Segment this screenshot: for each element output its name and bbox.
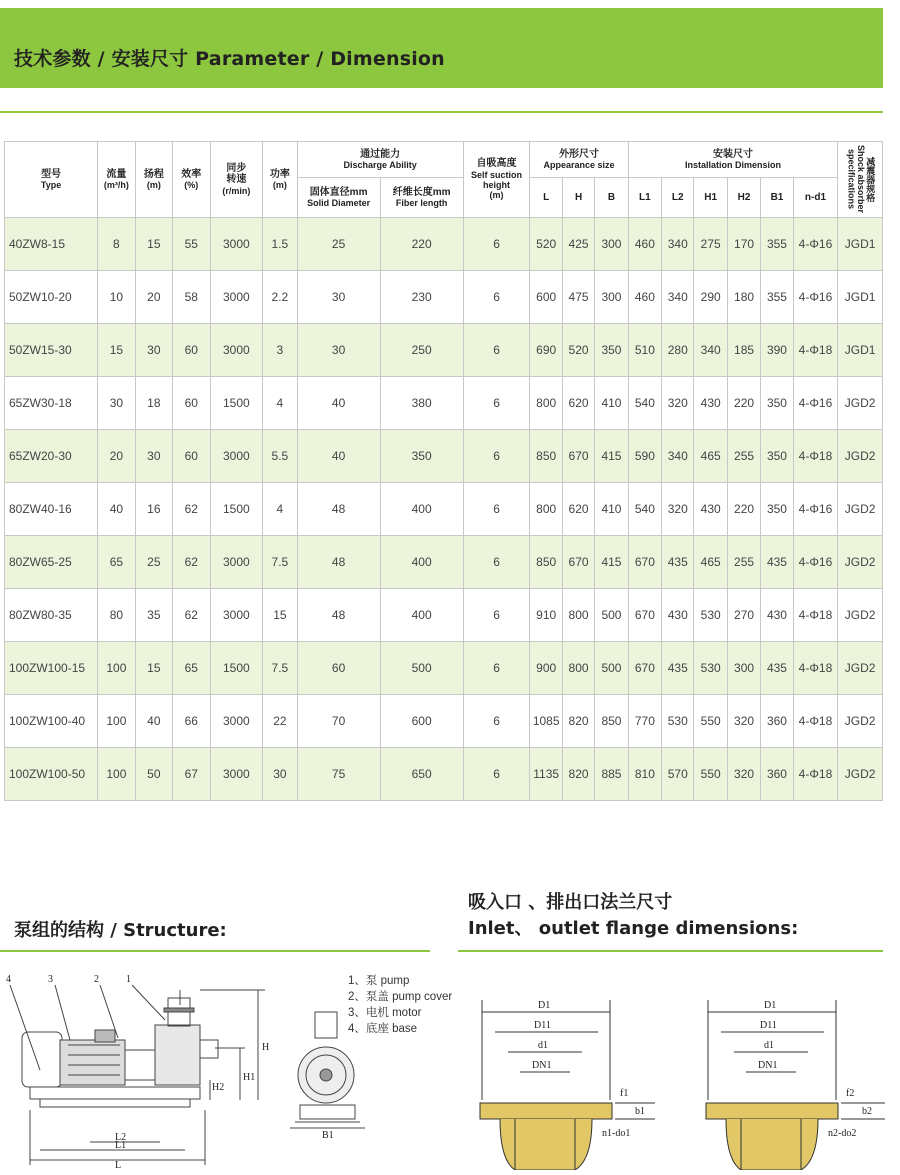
table-cell: 65ZW20-30 [5, 430, 98, 483]
table-cell: 3000 [210, 430, 263, 483]
callout-2: 2 [94, 974, 99, 985]
table-cell: 3000 [210, 695, 263, 748]
table-cell: 350 [761, 483, 793, 536]
table-cell: 62 [173, 536, 210, 589]
table-cell: 670 [628, 536, 661, 589]
table-cell: 1500 [210, 642, 263, 695]
table-cell: JGD1 [838, 271, 883, 324]
table-cell: 1500 [210, 377, 263, 430]
table-cell: 5.5 [263, 430, 297, 483]
table-cell: JGD2 [838, 430, 883, 483]
dim-H: H [262, 1042, 270, 1053]
table-cell: 62 [173, 589, 210, 642]
flange-title-cn: 吸入口 、排出口法兰尺寸 [468, 892, 673, 913]
table-cell: 320 [662, 483, 694, 536]
table-cell: 30 [135, 430, 172, 483]
dim-H1: H1 [243, 1072, 256, 1083]
table-cell: 6 [463, 589, 530, 642]
table-cell: 820 [562, 748, 594, 801]
parameter-table [4, 141, 883, 801]
table-cell: 30 [297, 324, 380, 377]
table-cell: JGD2 [838, 642, 883, 695]
table-cell: 4-Φ16 [793, 536, 838, 589]
table-cell: 620 [562, 483, 594, 536]
table-cell: 670 [562, 430, 594, 483]
table-cell: 6 [463, 642, 530, 695]
table-cell: 650 [380, 748, 463, 801]
table-cell: 850 [595, 695, 628, 748]
table-cell: 390 [761, 324, 793, 377]
table-cell: 185 [727, 324, 760, 377]
table-cell: 6 [463, 483, 530, 536]
table-cell: 465 [694, 430, 727, 483]
table-cell: 50ZW10-20 [5, 271, 98, 324]
table-cell: 2.2 [263, 271, 297, 324]
structure-title: 泵组的结构 / Structure: [14, 920, 227, 941]
table-cell: JGD2 [838, 589, 883, 642]
table-cell: 65 [173, 642, 210, 695]
header-type: 型号 Type [5, 142, 98, 218]
table-cell: 18 [135, 377, 172, 430]
table-cell: 810 [628, 748, 661, 801]
table-cell: 60 [297, 642, 380, 695]
table-cell: 7.5 [263, 642, 297, 695]
header-H: H [562, 178, 594, 218]
table-cell: 4-Φ18 [793, 324, 838, 377]
table-cell: 600 [380, 695, 463, 748]
table-cell: 220 [727, 483, 760, 536]
table-cell: 170 [727, 218, 760, 271]
table-cell: 10 [98, 271, 135, 324]
dim-L1: L1 [115, 1140, 127, 1151]
table-cell: 25 [135, 536, 172, 589]
table-cell: 75 [297, 748, 380, 801]
table-cell: 48 [297, 589, 380, 642]
flange-right-DN1: DN1 [758, 1060, 778, 1071]
table-cell: 50 [135, 748, 172, 801]
table-cell: 500 [595, 589, 628, 642]
table-cell: 350 [595, 324, 628, 377]
table-cell: 340 [662, 271, 694, 324]
header-speed: 同步 转速 (r/min) [210, 142, 263, 218]
header-head: 扬程 (m) [135, 142, 172, 218]
table-cell: 570 [662, 748, 694, 801]
flange-left-f1: f1 [620, 1088, 629, 1099]
table-row [5, 218, 883, 271]
table-cell: JGD2 [838, 695, 883, 748]
table-cell: 6 [463, 695, 530, 748]
table-cell: 300 [595, 218, 628, 271]
table-cell: 60 [173, 430, 210, 483]
table-cell: 20 [135, 271, 172, 324]
table-cell: 4-Φ18 [793, 748, 838, 801]
header-flow: 流量 (m³/h) [98, 142, 135, 218]
table-row [5, 642, 883, 695]
table-cell: 900 [530, 642, 562, 695]
table-cell: 180 [727, 271, 760, 324]
table-cell: 770 [628, 695, 661, 748]
header-self-suction: 自吸高度 Self suction height (m) [463, 142, 530, 218]
table-cell: 65ZW30-18 [5, 377, 98, 430]
table-cell: 4-Φ18 [793, 695, 838, 748]
table-cell: 820 [562, 695, 594, 748]
table-cell: 320 [727, 748, 760, 801]
table-cell: JGD2 [838, 536, 883, 589]
table-cell: 80ZW80-35 [5, 589, 98, 642]
flange-right-f2: f2 [846, 1088, 855, 1099]
header-power: 功率 (m) [263, 142, 297, 218]
table-cell: 255 [727, 536, 760, 589]
table-cell: 430 [662, 589, 694, 642]
table-cell: 62 [173, 483, 210, 536]
flange-right-D11: D11 [760, 1020, 777, 1031]
table-cell: 270 [727, 589, 760, 642]
table-cell: 800 [562, 589, 594, 642]
table-cell: JGD2 [838, 748, 883, 801]
callout-4: 4 [6, 974, 11, 985]
table-cell: 22 [263, 695, 297, 748]
table-cell: 350 [380, 430, 463, 483]
table-cell: 15 [98, 324, 135, 377]
flange-left-D11: D11 [534, 1020, 551, 1031]
table-cell: 280 [662, 324, 694, 377]
flange-right-n2-do2: n2-do2 [828, 1128, 857, 1139]
table-cell: 425 [562, 218, 594, 271]
table-cell: JGD1 [838, 218, 883, 271]
header-fiber-length: 纤维长度mm Fiber length [380, 178, 463, 218]
table-cell: 6 [463, 430, 530, 483]
table-cell: 70 [297, 695, 380, 748]
table-cell: 1500 [210, 483, 263, 536]
header-shock-absorber: 减震器规格 Shock absorber specifications [838, 142, 883, 218]
table-cell: 48 [297, 483, 380, 536]
table-cell: 40ZW8-15 [5, 218, 98, 271]
flange-right-d1: d1 [764, 1040, 774, 1051]
table-row [5, 324, 883, 377]
table-cell: 340 [694, 324, 727, 377]
table-cell: 670 [562, 536, 594, 589]
table-cell: 4-Φ16 [793, 271, 838, 324]
table-cell: 600 [530, 271, 562, 324]
table-cell: 3000 [210, 218, 263, 271]
table-cell: 4-Φ18 [793, 642, 838, 695]
table-cell: 25 [297, 218, 380, 271]
flange-left-D1: D1 [538, 1000, 551, 1011]
table-cell: 30 [135, 324, 172, 377]
table-cell: 6 [463, 218, 530, 271]
table-cell: 540 [628, 483, 661, 536]
header-L1: L1 [628, 178, 661, 218]
table-cell: 80ZW65-25 [5, 536, 98, 589]
table-cell: 530 [694, 589, 727, 642]
header-B: B [595, 178, 628, 218]
table-cell: 100ZW100-40 [5, 695, 98, 748]
table-cell: 30 [98, 377, 135, 430]
table-cell: 590 [628, 430, 661, 483]
table-cell: 60 [173, 324, 210, 377]
table-cell: 4 [263, 377, 297, 430]
table-cell: 550 [694, 695, 727, 748]
table-cell: 500 [380, 642, 463, 695]
table-cell: 66 [173, 695, 210, 748]
flange-left-d1: d1 [538, 1040, 548, 1051]
flange-left-n1-do1: n1-do1 [602, 1128, 631, 1139]
pump-end-view-drawing [285, 1010, 370, 1145]
table-cell: 510 [628, 324, 661, 377]
table-cell: JGD2 [838, 483, 883, 536]
table-cell: 850 [530, 430, 562, 483]
table-cell: 400 [380, 536, 463, 589]
table-cell: 800 [562, 642, 594, 695]
table-row [5, 377, 883, 430]
table-row [5, 589, 883, 642]
table-cell: 670 [628, 642, 661, 695]
callout-1: 1 [126, 974, 131, 985]
table-cell: 350 [761, 430, 793, 483]
table-cell: 400 [380, 483, 463, 536]
flange-right-drawing [690, 990, 895, 1170]
table-cell: 400 [380, 589, 463, 642]
table-row [5, 271, 883, 324]
table-cell: 340 [662, 430, 694, 483]
legend-item: 3、电机 motor [348, 1007, 422, 1019]
table-cell: 435 [662, 642, 694, 695]
flange-right-D1: D1 [764, 1000, 777, 1011]
table-cell: 35 [135, 589, 172, 642]
table-cell: 6 [463, 536, 530, 589]
table-cell: 6 [463, 324, 530, 377]
flange-right-b2: b2 [862, 1106, 872, 1117]
table-cell: 300 [595, 271, 628, 324]
table-cell: 800 [530, 483, 562, 536]
table-row [5, 483, 883, 536]
header-banner [0, 8, 883, 88]
table-cell: 1.5 [263, 218, 297, 271]
table-cell: 1135 [530, 748, 562, 801]
table-cell: 885 [595, 748, 628, 801]
table-cell: 15 [135, 218, 172, 271]
table-cell: 410 [595, 483, 628, 536]
table-cell: 3000 [210, 324, 263, 377]
table-cell: 58 [173, 271, 210, 324]
table-cell: 500 [595, 642, 628, 695]
table-cell: 4-Φ16 [793, 377, 838, 430]
table-cell: 355 [761, 218, 793, 271]
table-cell: 430 [694, 483, 727, 536]
table-cell: 40 [98, 483, 135, 536]
table-cell: 540 [628, 377, 661, 430]
table-cell: 360 [761, 695, 793, 748]
table-cell: 320 [662, 377, 694, 430]
table-row [5, 748, 883, 801]
table-cell: 275 [694, 218, 727, 271]
table-cell: 80ZW40-16 [5, 483, 98, 536]
table-cell: 100ZW100-15 [5, 642, 98, 695]
table-cell: 7.5 [263, 536, 297, 589]
table-cell: 475 [562, 271, 594, 324]
table-cell: 3 [263, 324, 297, 377]
table-cell: 255 [727, 430, 760, 483]
table-cell: 220 [727, 377, 760, 430]
table-cell: 4 [263, 483, 297, 536]
table-row [5, 695, 883, 748]
table-cell: 290 [694, 271, 727, 324]
dim-B1: B1 [322, 1130, 334, 1141]
header-H2: H2 [727, 178, 760, 218]
dim-L: L [115, 1160, 122, 1171]
table-cell: 20 [98, 430, 135, 483]
table-cell: 100 [98, 642, 135, 695]
table-cell: 50ZW15-30 [5, 324, 98, 377]
table-cell: 4-Φ16 [793, 483, 838, 536]
table-cell: 40 [297, 430, 380, 483]
table-cell: 435 [761, 642, 793, 695]
table-cell: 220 [380, 218, 463, 271]
table-cell: 435 [761, 536, 793, 589]
table-cell: 465 [694, 536, 727, 589]
table-cell: 910 [530, 589, 562, 642]
table-cell: 520 [530, 218, 562, 271]
table-cell: 8 [98, 218, 135, 271]
table-cell: 300 [727, 642, 760, 695]
table-row [5, 536, 883, 589]
table-cell: 670 [628, 589, 661, 642]
table-cell: 850 [530, 536, 562, 589]
table-cell: 415 [595, 430, 628, 483]
table-cell: 460 [628, 271, 661, 324]
table-cell: 100 [98, 695, 135, 748]
legend-item: 2、泵盖 pump cover [348, 991, 453, 1003]
table-cell: 320 [727, 695, 760, 748]
table-cell: 250 [380, 324, 463, 377]
table-cell: 40 [135, 695, 172, 748]
table-cell: 100 [98, 748, 135, 801]
table-cell: 30 [297, 271, 380, 324]
table-cell: 4-Φ18 [793, 430, 838, 483]
legend-item: 1、泵 pump [348, 975, 410, 987]
table-cell: 1085 [530, 695, 562, 748]
flange-divider [458, 950, 883, 952]
table-cell: 380 [380, 377, 463, 430]
dim-L2: L2 [115, 1132, 127, 1143]
table-cell: 430 [694, 377, 727, 430]
table-cell: 530 [662, 695, 694, 748]
header-L: L [530, 178, 562, 218]
table-cell: JGD1 [838, 324, 883, 377]
table-cell: 435 [662, 536, 694, 589]
table-cell: 550 [694, 748, 727, 801]
flange-left-drawing [470, 990, 670, 1170]
callout-3: 3 [48, 974, 53, 985]
dim-H2: H2 [212, 1082, 225, 1093]
table-cell: 16 [135, 483, 172, 536]
header-divider [0, 111, 883, 113]
table-cell: 350 [761, 377, 793, 430]
table-cell: 6 [463, 271, 530, 324]
flange-left-DN1: DN1 [532, 1060, 552, 1071]
table-cell: 40 [297, 377, 380, 430]
table-cell: JGD2 [838, 377, 883, 430]
header-efficiency: 效率 (%) [173, 142, 210, 218]
table-cell: 690 [530, 324, 562, 377]
table-cell: 55 [173, 218, 210, 271]
table-cell: 15 [135, 642, 172, 695]
table-cell: 415 [595, 536, 628, 589]
table-cell: 3000 [210, 536, 263, 589]
table-cell: 430 [761, 589, 793, 642]
table-cell: 800 [530, 377, 562, 430]
table-cell: 3000 [210, 271, 263, 324]
table-cell: 410 [595, 377, 628, 430]
table-cell: 230 [380, 271, 463, 324]
header-n-d1: n-d1 [793, 178, 838, 218]
flange-left-b1: b1 [635, 1106, 645, 1117]
table-cell: 48 [297, 536, 380, 589]
table-cell: 80 [98, 589, 135, 642]
header-B1: B1 [761, 178, 793, 218]
page-title: 技术参数 / 安装尺寸 Parameter / Dimension [14, 48, 445, 70]
table-cell: 3000 [210, 589, 263, 642]
table-row [5, 430, 883, 483]
table-cell: 520 [562, 324, 594, 377]
table-cell: 340 [662, 218, 694, 271]
table-cell: 530 [694, 642, 727, 695]
table-cell: 6 [463, 748, 530, 801]
table-cell: 15 [263, 589, 297, 642]
table-cell: 4-Φ18 [793, 589, 838, 642]
header-discharge-ability: 通过能力 Discharge Ability [297, 142, 463, 178]
legend-item: 4、底座 base [348, 1023, 418, 1035]
table-cell: 620 [562, 377, 594, 430]
table-cell: 360 [761, 748, 793, 801]
structure-divider [0, 950, 430, 952]
table-cell: 3000 [210, 748, 263, 801]
table-cell: 100ZW100-50 [5, 748, 98, 801]
pump-side-view-drawing [0, 960, 300, 1172]
table-cell: 65 [98, 536, 135, 589]
table-cell: 60 [173, 377, 210, 430]
table-cell: 67 [173, 748, 210, 801]
header-solid-diameter: 固体直径mm Solid Diameter [297, 178, 380, 218]
table-body [5, 218, 883, 801]
table-cell: 355 [761, 271, 793, 324]
header-H1: H1 [694, 178, 727, 218]
table-cell: 30 [263, 748, 297, 801]
table-cell: 6 [463, 377, 530, 430]
table-cell: 460 [628, 218, 661, 271]
header-appearance-size: 外形尺寸 Appearance size [530, 142, 628, 178]
header-installation-dimension: 安装尺寸 Installation Dimension [628, 142, 838, 178]
table-cell: 4-Φ16 [793, 218, 838, 271]
flange-title-en: Inlet、 outlet flange dimensions: [468, 918, 799, 939]
header-L2: L2 [662, 178, 694, 218]
